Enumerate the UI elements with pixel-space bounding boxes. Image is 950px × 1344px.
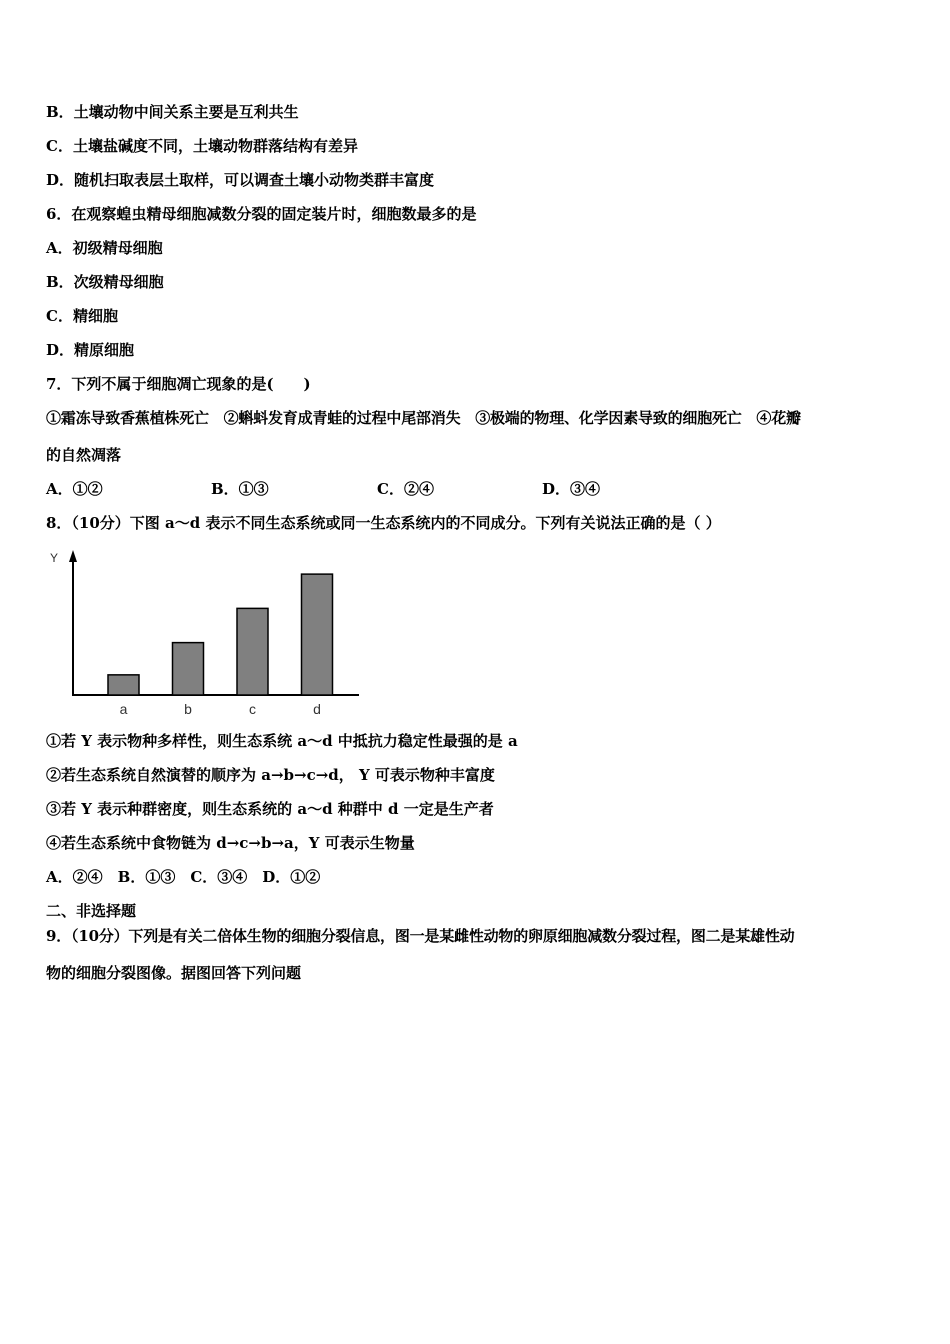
- x-tick-label-b: b: [184, 701, 192, 717]
- q7-stem: 7．下列不属于细胞凋亡现象的是( ): [46, 375, 311, 393]
- q7-items-line1: ①霜冻导致香蕉植株死亡 ②蝌蚪发育成青蛙的过程中尾部消失 ③极端的物理、化学因素导致的细胞死亡 ④花瓣: [46, 409, 801, 427]
- q5-option-c: C．土壤盐碱度不同，土壤动物群落结构有差异: [46, 137, 358, 155]
- x-tick-label-d: d: [313, 701, 321, 717]
- x-tick-label-c: c: [249, 701, 256, 717]
- bar-a: [108, 675, 139, 695]
- q8-statement-2: ②若生态系统自然演替的顺序为 a→b→c→d， Y 可表示物种丰富度: [46, 766, 495, 784]
- q5-option-d: D．随机扫取表层土取样，可以调查土壤小动物类群丰富度: [46, 171, 435, 189]
- q8-statement-1: ①若 Y 表示物种多样性，则生态系统 a～d 中抵抗力稳定性最强的是 a: [46, 732, 518, 750]
- q9-line2: 物的细胞分裂图像。据图回答下列问题: [46, 964, 302, 982]
- q6-option-c: C．精细胞: [46, 307, 118, 325]
- q6-option-b: B．次级精母细胞: [46, 273, 164, 291]
- q6-option-d: D．精原细胞: [46, 341, 135, 359]
- q5-option-b: B．土壤动物中间关系主要是互利共生: [46, 103, 299, 121]
- q7-option-d: D．③④: [542, 480, 601, 498]
- bar-chart: [44, 544, 364, 720]
- q8-statement-3: ③若 Y 表示种群密度，则生态系统的 a～d 种群中 d 一定是生产者: [46, 800, 494, 818]
- q7-option-a: A．①②: [46, 480, 103, 498]
- bar-b: [173, 643, 204, 695]
- section-heading: 二、非选择题: [46, 902, 137, 920]
- q8-statement-4: ④若生态系统中食物链为 d→c→b→a，Y 可表示生物量: [46, 834, 415, 852]
- q7-items-line2: 的自然凋落: [46, 446, 122, 464]
- x-tick-label-a: a: [119, 701, 128, 717]
- y-axis-label: Y: [50, 551, 59, 565]
- q7-option-c: C．②④: [377, 480, 434, 498]
- q8-stem: 8．（10分）下图 a～d 表示不同生态系统或同一生态系统内的不同成分。下列有关说法正确的是（ ）: [46, 514, 721, 532]
- q8-options: A．②④ B．①③ C．③④ D．①②: [46, 868, 321, 886]
- q9-line1: 9．（10分）下列是有关二倍体生物的细胞分裂信息，图一是某雌性动物的卵原细胞减数分裂过程，图二是某雄性动: [46, 927, 795, 945]
- q6-option-a: A．初级精母细胞: [46, 239, 163, 257]
- bar-c: [237, 608, 268, 695]
- q6-stem: 6．在观察蝗虫精母细胞减数分裂的固定装片时，细胞数最多的是: [46, 205, 477, 223]
- bar-d: [302, 574, 333, 695]
- y-axis-arrow-icon: [69, 550, 77, 562]
- q7-option-b: B．①③: [211, 480, 269, 498]
